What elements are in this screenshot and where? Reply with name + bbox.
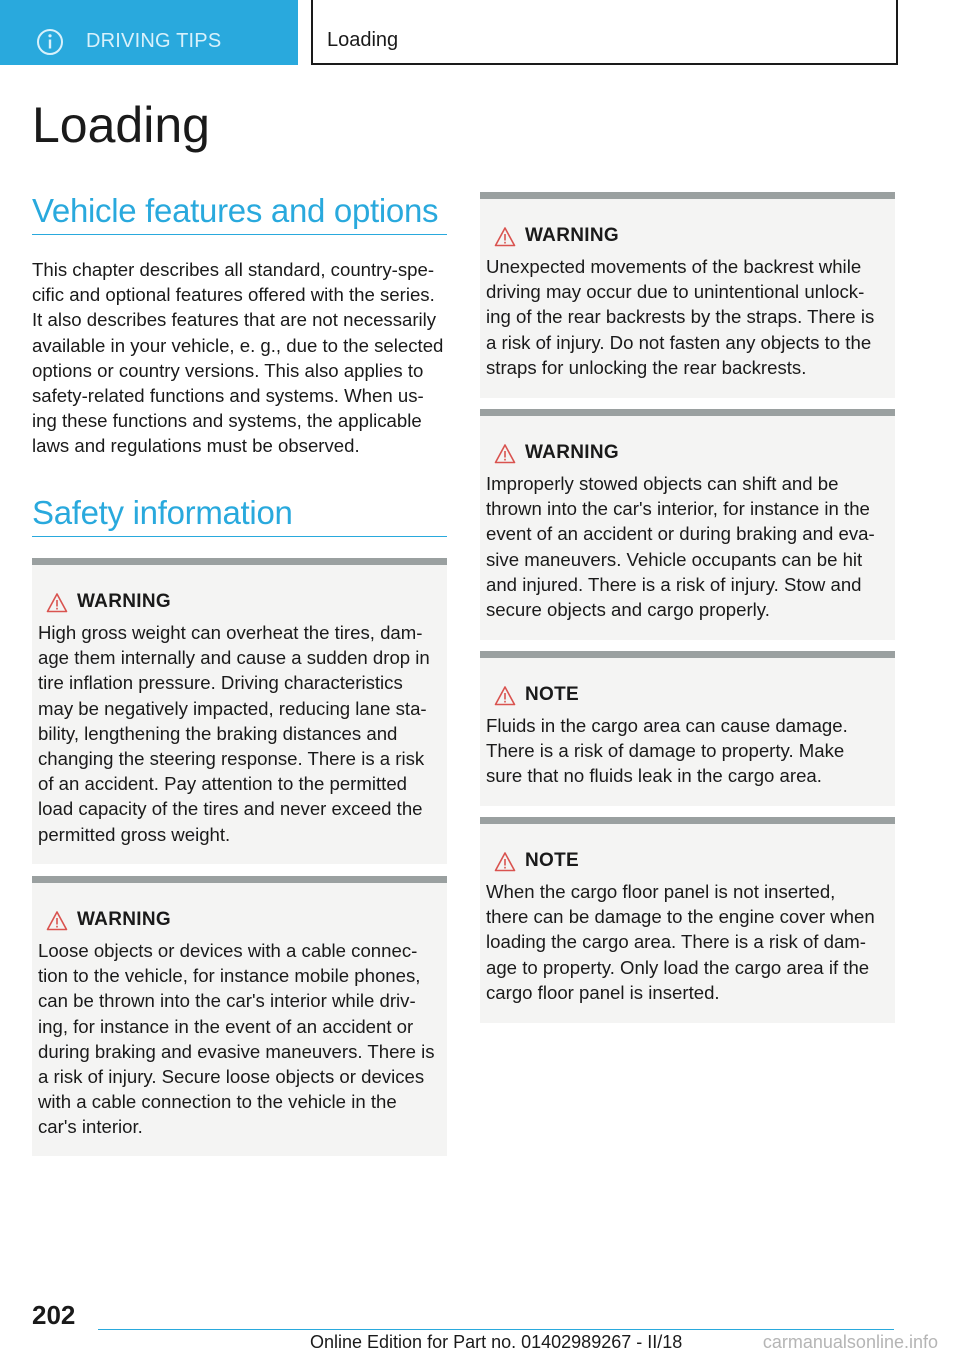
notice-header bbox=[494, 225, 619, 249]
notice-text: Loose objects or devices with a cable connec- tion to the vehicle, for instance mobile phones, can be thrown into the car's interior while driv- ing, for instance in the event of an accident or during braking and evasive maneuvers. There is a risk of injury. Secure loose objects or devices with a cable connection to the vehicle in the car's interior. bbox=[38, 940, 435, 1138]
warning-triangle-icon bbox=[494, 443, 516, 465]
warning-notice bbox=[32, 876, 447, 1156]
footer-edition: Online Edition for Part no. 01402989267 - II/18 bbox=[310, 1332, 683, 1352]
notice-header bbox=[494, 442, 619, 466]
section-heading-vehicle-features: Vehicle features and options bbox=[32, 192, 447, 235]
warning-triangle-icon bbox=[46, 910, 68, 932]
notice-label: NOTE bbox=[525, 684, 579, 705]
notice-label: WARNING bbox=[77, 909, 171, 930]
notice-text: Fluids in the cargo area can cause damage. There is a risk of damage to property. Make sure that no fluids leak in the cargo area. bbox=[486, 715, 848, 787]
footer-divider bbox=[98, 1329, 894, 1330]
notice-header bbox=[46, 591, 171, 615]
warning-triangle-icon bbox=[46, 592, 68, 614]
notice-label: NOTE bbox=[525, 850, 579, 871]
page-title-box bbox=[311, 0, 898, 65]
notice-header bbox=[494, 850, 579, 874]
vehicle-features-body: This chapter describes all standard, country-spe- cific and optional features offered with the series. It also describes features that are not necessarily available in your vehicle, e. g., due to the selected options or country versions. This also applies to safety-related functions and systems. When us- ing these functions and systems, the applicable laws and regulations must be observed. bbox=[32, 259, 444, 457]
page-number: 202 bbox=[32, 1300, 76, 1330]
warning-triangle-icon bbox=[494, 226, 516, 248]
note-notice bbox=[480, 651, 895, 806]
page-title-label: Loading bbox=[327, 29, 399, 51]
footer-watermark: carmanualsonline.info bbox=[762, 1332, 938, 1352]
notice-text: High gross weight can overheat the tires, dam- age them internally and cause a sudden drop in tire inflation pressure. Driving characteristics may be negatively impacted, reducing lane sta- bility, lengthening the braking distances and changing the steering response. There is a risk of an accident. Pay attention to the permitted load capacity of the tires and never exceed the permitted gross weight. bbox=[38, 622, 430, 845]
notice-header bbox=[494, 684, 579, 708]
notice-header bbox=[46, 909, 171, 933]
notice-text: When the cargo floor panel is not inserted, there can be damage to the engine cover when loading the cargo area. There is a risk of dam- age to property. Only load the cargo area if the cargo floor panel is inserted. bbox=[486, 881, 875, 1003]
notice-label: WARNING bbox=[77, 591, 171, 612]
notice-text: Improperly stowed objects can shift and be thrown into the car's interior, for instance in the event of an accident or during braking and eva- sive maneuvers. Vehicle occupants can be hit and injured. There is a risk of injury. Stow and secure objects and cargo properly. bbox=[486, 473, 875, 621]
warning-notice bbox=[32, 558, 447, 864]
info-circle-icon bbox=[36, 28, 64, 56]
warning-triangle-icon bbox=[494, 851, 516, 873]
section-label: DRIVING TIPS bbox=[86, 30, 222, 52]
section-tab bbox=[0, 0, 298, 65]
notice-label: WARNING bbox=[525, 225, 619, 246]
note-notice bbox=[480, 817, 895, 1023]
notice-label: WARNING bbox=[525, 442, 619, 463]
warning-notice bbox=[480, 409, 895, 640]
notice-text: Unexpected movements of the backrest while driving may occur due to unintentional unlock- ing of the rear backrests by the straps. There is a risk of injury. Do not fasten any objects to the straps for unlocking the rear backrests. bbox=[486, 256, 875, 378]
section-heading-safety-information: Safety information bbox=[32, 494, 447, 537]
warning-notice bbox=[480, 192, 895, 398]
page-title: Loading bbox=[32, 97, 210, 153]
warning-triangle-icon bbox=[494, 685, 516, 707]
